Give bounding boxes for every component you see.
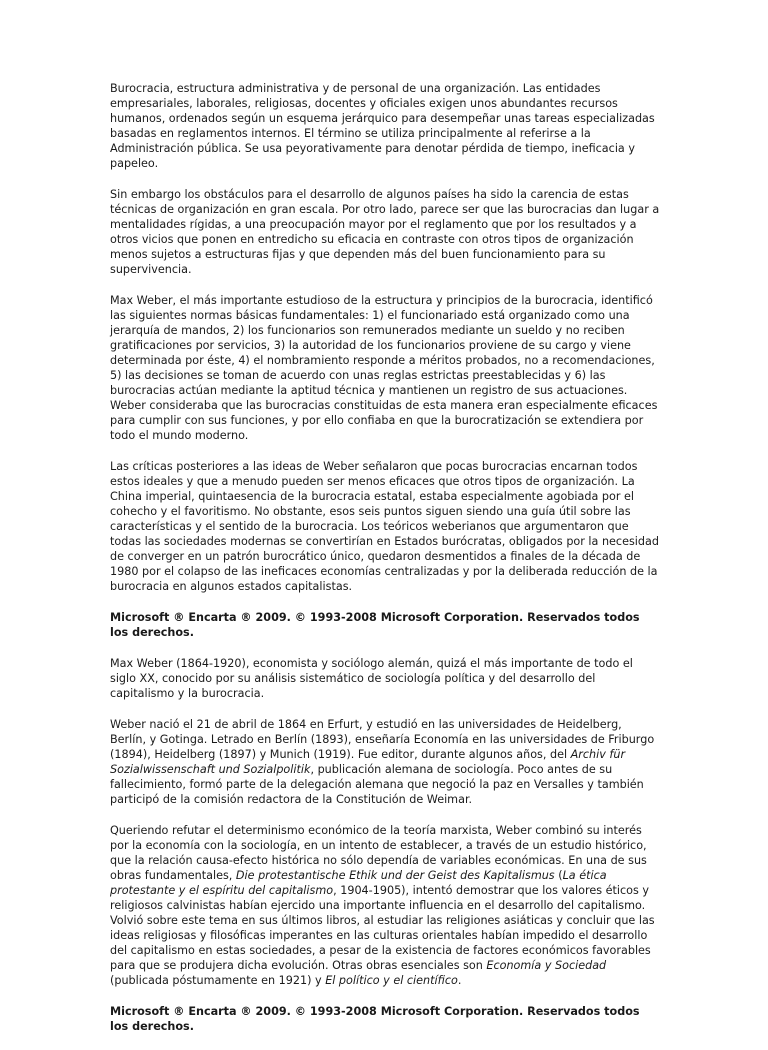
text-run: Weber nació el 21 de abril de 1864 en Erfurt, y estudió en las universidades de Heidelberg, Berlín, y Gotinga. Letrado en Berlín (1893), enseñaría Economía en las universidades de Friburgo (1894), Heidelberg (1897) y Munich (1919). Fue editor, durante algunos años, del (110, 718, 655, 761)
book-title: La ética protestante y el espíritu del capitalismo (110, 869, 607, 897)
book-title: Economía y Sociedad (486, 959, 607, 972)
paragraph-weber-works (110, 823, 660, 988)
text-run: Queriendo refutar el determinismo económico de la teoría marxista, Weber combinó su interés por la economía con la sociología, en un intento de establecer, a través de un estudio histórico, que la relación causa-efecto histórica no sólo dependía de variables económicas. En una de sus obras fundamentales, (110, 824, 647, 882)
document-page (110, 81, 660, 1050)
paragraph-burocracia-definition: Burocracia, estructura administrativa y de personal de una organización. Las entidades empresariales, laborales, religiosas, docentes y oficiales exigen unos abundantes recursos humanos, ordenados según un esquema jerárquico para desempeñar unas tareas especializadas basadas en reglamentos internos. El término se utiliza principalmente al referirse a la Administración pública. Se usa peyorativamente para denotar pérdida de tiempo, ineficacia y papeleo. (110, 82, 655, 170)
text-run: . (457, 974, 462, 987)
copyright-notice: Microsoft ® Encarta ® 2009. © 1993-2008 Microsoft Corporation. Reservados todos los derechos. (110, 611, 640, 639)
paragraph-criticism: Las críticas posteriores a las ideas de Weber señalaron que pocas burocracias encarnan todos estos ideales y que a menudo pueden ser menos eficaces que otros tipos de organización. La China imperial, quintaesencia de la burocracia estatal, estaba especialmente agobiada por el cohecho y el favoritismo. No obstante, esos seis puntos siguen siendo una guía útil sobre las características y el sentido de la burocracia. Los teóricos weberianos que argumentaron que todas las sociedades modernas se convertirían en Estados burócratas, obligados por la necesidad de converger en un patrón burocrático único, quedaron desmentidos a finales de la década de 1980 por el colapso de las ineficaces economías centralizadas y por la deliberada reducción de la burocracia en algunos estados capitalistas. (110, 460, 659, 593)
paragraph-weber-norms: Max Weber, el más importante estudioso de la estructura y principios de la burocracia, identificó las siguientes normas básicas fundamentales: 1) el funcionariado está organizado como una jerarquía de mandos, 2) los funcionarios son remunerados mediante un sueldo y no reciben gratificaciones por servicios, 3) la autoridad de los funcionarios proviene de su cargo y viene determinada por éste, 4) el nombramiento responde a méritos probados, no a recomendaciones, 5) las decisiones se toman de acuerdo con unas reglas estrictas preestablecidas y 6) las burocracias actúan mediante la aptitud técnica y mantienen un registro de sus actuaciones. Weber consideraba que las burocracias constituidas de esta manera eran especialmente eficaces para cumplir con sus funciones, y por ello confiaba en que la burocratización se extendiera por todo el mundo moderno. (110, 294, 658, 442)
book-title: El político y el científico (325, 974, 458, 987)
paragraph-weber-biography (110, 717, 660, 807)
journal-title: Archiv für Sozialwissenschaft und Sozialpolitik (110, 748, 626, 776)
paragraph-weber-intro: Max Weber (1864-1920), economista y sociólogo alemán, quizá el más importante de todo el siglo XX, conocido por su análisis sistemático de sociología política y del desarrollo del capitalismo y la burocracia. (110, 657, 633, 700)
text-run: , publicación alemana de sociología. Poco antes de su fallecimiento, formó parte de la delegación alemana que negoció la paz en Versalles y también participó de la comisión redactora de la Constitución de Weimar. (110, 763, 644, 806)
text-run: , 1904-1905), intentó demostrar que los valores éticos y religiosos calvinistas habían ejercido una importante influencia en el desarrollo del capitalismo. Volvió sobre este tema en sus últimos libros, al estudiar las religiones asiáticas y concluir que las ideas religiosas y filosóficas imperantes en las culturas orientales habían impedido el desarrollo del capitalismo en estas sociedades, a pesar de la existencia de factores económicos favorables para que se produjera dicha evolución. Otras obras esenciales son (110, 884, 655, 972)
text-run: (publicada póstumamente en 1921) y (110, 974, 326, 987)
copyright-notice: Microsoft ® Encarta ® 2009. © 1993-2008 Microsoft Corporation. Reservados todos los derechos. (110, 1005, 640, 1033)
book-title: Die protestantische Ethik und der Geist des Kapitalismus (235, 869, 555, 882)
paragraph-obstacles: Sin embargo los obstáculos para el desarrollo de algunos países ha sido la carencia de estas técnicas de organización en gran escala. Por otro lado, parece ser que las burocracias dan lugar a mentalidades rígidas, a una preocupación mayor por el reglamento que por los resultados y a otros vicios que ponen en entredicho su eficacia en contraste con otros tipos de organización menos sujetos a estructuras fijas y que dependen más del buen funcionamiento para su supervivencia. (110, 188, 660, 276)
text-run: ( (554, 869, 563, 882)
